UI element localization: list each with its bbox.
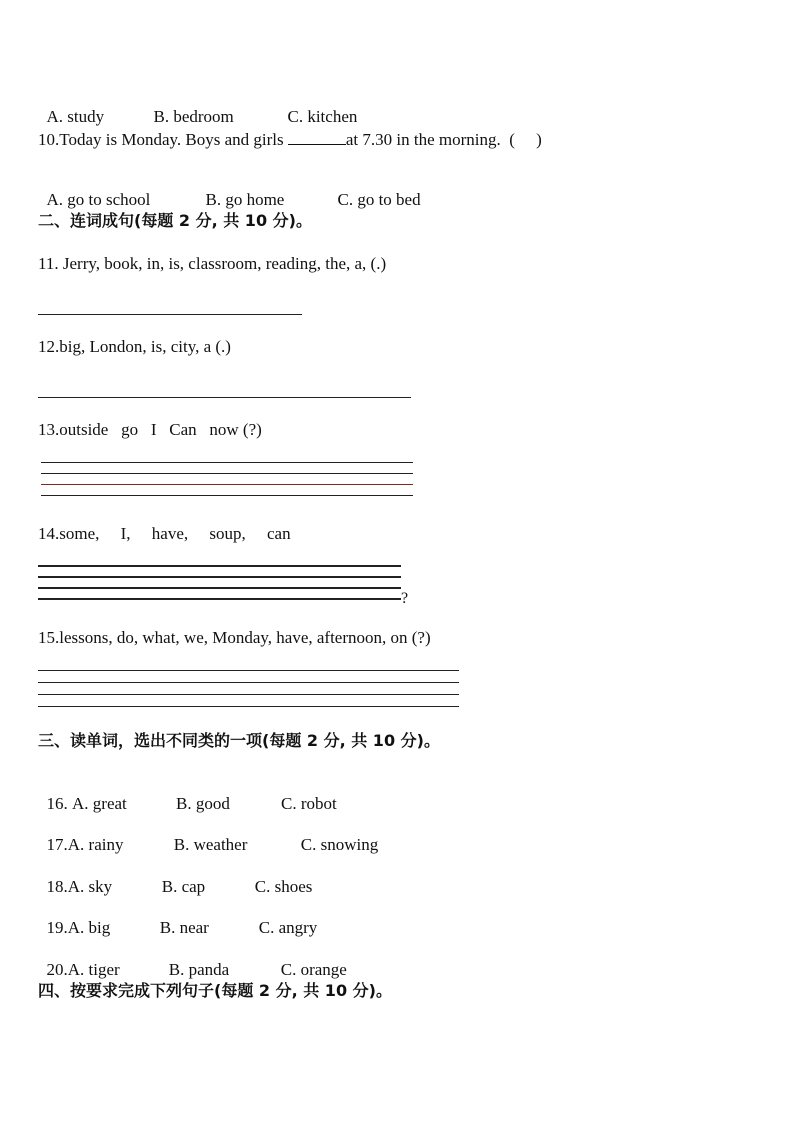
q13-prompt: 13.outside go I Can now (?)	[38, 420, 262, 439]
section-4-title: 四、按要求完成下列句子(每题 2 分, 共 10 分)。	[38, 981, 392, 1000]
q15-answer-line-4[interactable]	[38, 706, 459, 707]
q17-option-b[interactable]: B. weather	[173, 835, 248, 854]
q9-options	[38, 87, 357, 127]
q10-blank[interactable]	[288, 129, 346, 145]
q13-answer-line-4[interactable]	[41, 495, 413, 496]
q17-number: 17.	[46, 835, 68, 854]
q20-number: 20.	[46, 960, 68, 979]
q10-option-b[interactable]: B. go home	[205, 190, 285, 209]
q17-row	[38, 815, 378, 855]
q11-answer-line[interactable]	[38, 314, 302, 315]
q15-answer-line-2[interactable]	[38, 682, 459, 683]
q20-option-a[interactable]: A. tiger	[67, 960, 120, 979]
q17-option-a[interactable]: A. rainy	[67, 835, 124, 854]
q13-answer-line-2[interactable]	[41, 473, 413, 474]
q18-number: 18.	[46, 877, 68, 896]
q19-row	[38, 898, 317, 938]
q11-prompt: 11. Jerry, book, in, is, classroom, reading, the, a, (.)	[38, 254, 387, 273]
q20-option-b[interactable]: B. panda	[168, 960, 230, 979]
q14-prompt: 14.some, I, have, soup, can	[38, 524, 291, 543]
q14-answer-line-1[interactable]	[38, 565, 401, 567]
q15-answer-line-1[interactable]	[38, 670, 459, 671]
q16-option-a[interactable]: A. great	[72, 794, 127, 813]
q15-answer-line-3[interactable]	[38, 694, 459, 695]
section-2-title: 二、连词成句(每题 2 分, 共 10 分)。	[38, 211, 312, 230]
q17-option-c[interactable]: C. snowing	[300, 835, 379, 854]
q10-option-c[interactable]: C. go to bed	[337, 190, 421, 209]
q10-option-a[interactable]: A. go to school	[46, 190, 151, 209]
q18-option-c[interactable]: C. shoes	[254, 877, 313, 896]
q9-option-a[interactable]: A. study	[46, 107, 105, 126]
q18-row	[38, 857, 312, 897]
q20-row	[38, 940, 347, 980]
q10-text-before: 10.Today is Monday. Boys and girls	[38, 130, 288, 149]
q9-option-c[interactable]: C. kitchen	[287, 107, 358, 126]
q10-text-after: at 7.30 in the morning. ( )	[345, 130, 542, 149]
q14-answer-line-3[interactable]	[38, 587, 401, 589]
q18-option-a[interactable]: A. sky	[67, 877, 113, 896]
q10-stem	[38, 129, 542, 150]
q19-option-b[interactable]: B. near	[159, 918, 209, 937]
q20-option-c[interactable]: C. orange	[280, 960, 347, 979]
q18-option-b[interactable]: B. cap	[161, 877, 206, 896]
q10-options	[38, 170, 421, 210]
q9-option-b[interactable]: B. bedroom	[153, 107, 234, 126]
q19-option-a[interactable]: A. big	[67, 918, 111, 937]
q12-answer-line[interactable]	[38, 397, 411, 398]
q13-answer-line-3[interactable]	[41, 484, 413, 485]
q12-prompt: 12.big, London, is, city, a (.)	[38, 337, 231, 356]
q14-answer-line-2[interactable]	[38, 576, 401, 578]
q16-option-c[interactable]: C. robot	[281, 794, 337, 813]
q13-answer-line-1[interactable]	[41, 462, 413, 463]
q16-row	[38, 774, 337, 814]
q16-option-b[interactable]: B. good	[176, 794, 230, 813]
q19-option-c[interactable]: C. angry	[258, 918, 318, 937]
q14-answer-line-4[interactable]	[38, 598, 401, 600]
q15-prompt: 15.lessons, do, what, we, Monday, have, afternoon, on (?)	[38, 628, 431, 647]
q19-number: 19.	[46, 918, 68, 937]
section-3-title: 三、读单词，选出不同类的一项(每题 2 分, 共 10 分)。	[38, 731, 440, 750]
q16-number: 16.	[46, 794, 72, 813]
q14-question-mark: ?	[401, 590, 409, 607]
